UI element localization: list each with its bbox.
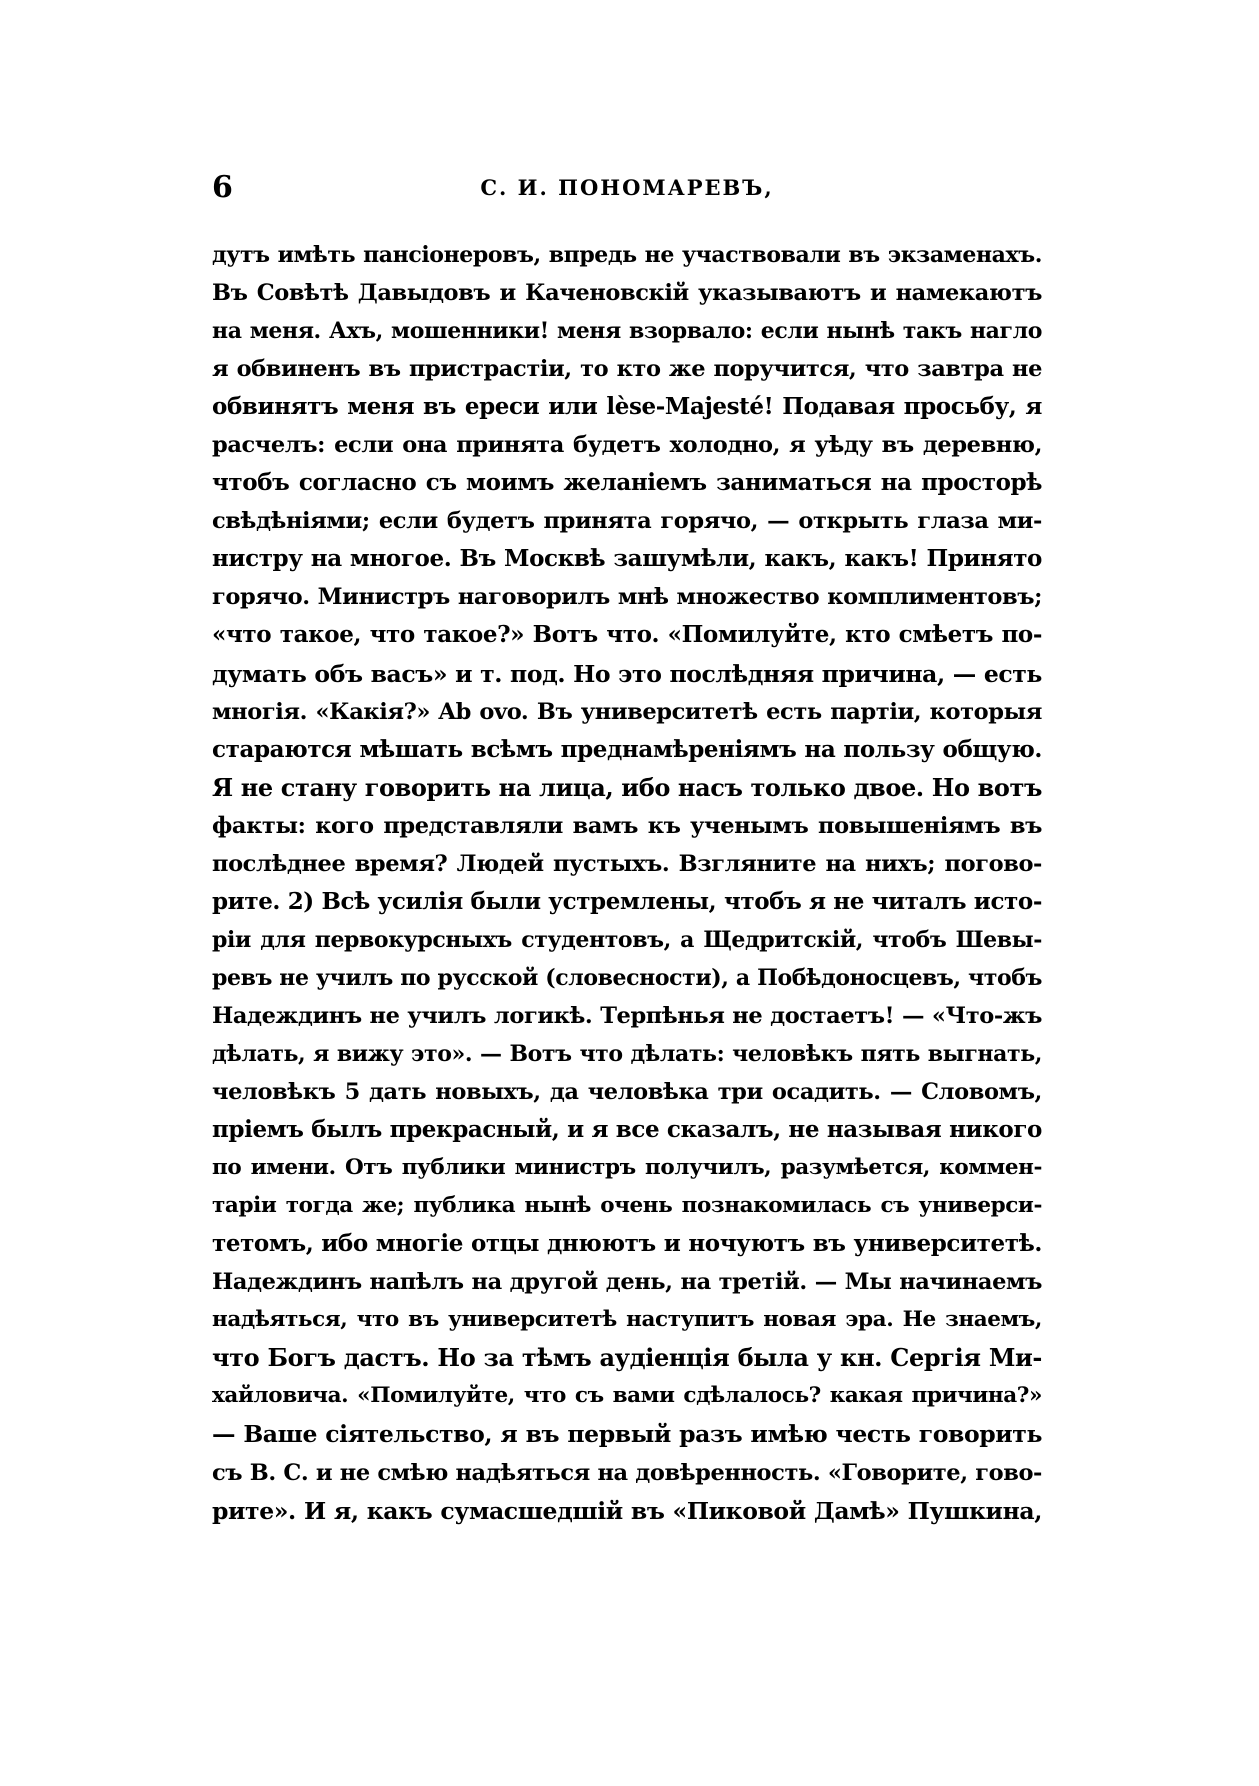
running-head: С. И. ПОНОМАРЕВЪ,	[480, 175, 774, 200]
text-line: многія. «Какія?» Ab ovo. Въ университетѣ есть партіи, которыя	[212, 698, 1042, 725]
text-line: чтобъ согласно съ моимъ желаніемъ заниматься на просторѣ	[212, 469, 1042, 497]
text-line: свѣдѣніями; если будетъ принята горячо, — открыть глаза ми-	[212, 508, 1042, 535]
text-line: «что такое, что такое?» Вотъ что. «Помилуйте, кто смѣетъ по-	[212, 621, 1042, 649]
body-text	[212, 236, 1042, 1530]
text-line: ріи для первокурсныхъ студентовъ, а Щедритскій, чтобъ Шевы-	[212, 926, 1042, 953]
text-line: на меня. Ахъ, мошенники! меня взорвало: если нынѣ такъ нагло	[212, 318, 1042, 345]
text-line: обвинятъ меня въ ереси или lèse-Majesté! Подавая просьбу, я	[212, 393, 1042, 421]
text-line: по имени. Отъ публики министръ получилъ, разумѣется, коммен-	[212, 1155, 1042, 1181]
text-line: послѣднее время? Людей пустыхъ. Взгляните на нихъ; погово-	[212, 850, 1042, 877]
text-line: думать объ васъ» и т. под. Но это послѣдняя причина, — есть	[212, 659, 1042, 688]
text-line: я обвиненъ въ пристрастіи, то кто же поручится, что завтра не	[212, 356, 1042, 383]
text-line: рите. 2) Всѣ усилія были устремлены, чтобъ я не читалъ исто-	[212, 887, 1042, 915]
text-line: — Ваше сіятельство, я въ первый разъ имѣю честь говорить	[212, 1420, 1042, 1449]
page-header	[212, 168, 1042, 208]
text-line: Въ Совѣтѣ Давыдовъ и Каченовскій указываютъ и намекаютъ	[212, 280, 1042, 307]
page-number: 6	[212, 170, 233, 205]
text-line: таріи тогда же; публика нынѣ очень познакомилась съ универси-	[212, 1193, 1042, 1219]
text-line: хайловича. «Помилуйте, что съ вами сдѣлалось? какая причина?»	[212, 1383, 1042, 1409]
text-line: человѣкъ 5 дать новыхъ, да человѣка три осадить. — Словомъ,	[212, 1079, 1042, 1106]
text-line: нистру на многое. Въ Москвѣ зашумѣли, какъ, какъ! Принято	[212, 545, 1042, 573]
text-line: пріемъ былъ прекрасный, и я все сказалъ, не называя никого	[212, 1116, 1042, 1144]
text-line: дутъ имѣть пансіонеровъ, впредь не участвовали въ экзаменахъ.	[212, 242, 1042, 268]
text-line: съ В. С. и не смѣю надѣяться на довѣренность. «Говорите, гово-	[212, 1459, 1042, 1486]
text-line: рите». И я, какъ сумасшедшій въ «Пиковой Дамѣ» Пушкина,	[212, 1496, 1042, 1525]
text-line: дѣлать, я вижу это». — Вотъ что дѣлать: человѣкъ пять выгнать,	[212, 1040, 1042, 1067]
text-line: факты: кого представляли вамъ къ ученымъ повышеніямъ въ	[212, 812, 1042, 839]
text-line: ревъ не училъ по русской (словесности), а Побѣдоносцевъ, чтобъ	[212, 964, 1042, 991]
text-line: Надеждинъ не училъ логикѣ. Терпѣнья не достаетъ! — «Что-жъ	[212, 1002, 1042, 1029]
text-line: расчелъ: если она принята будетъ холодно, я уѣду въ деревню,	[212, 432, 1042, 459]
text-line: горячо. Министръ наговорилъ мнѣ множество комплиментовъ;	[212, 584, 1042, 611]
text-line: что Богъ дастъ. Но за тѣмъ аудіенція была у кн. Сергія Ми-	[212, 1343, 1042, 1373]
text-line: Надеждинъ напѣлъ на другой день, на третій. — Мы начинаемъ	[212, 1269, 1042, 1296]
text-line: тетомъ, ибо многіе отцы днюютъ и ночуютъ въ университетѣ.	[212, 1230, 1042, 1258]
text-line: надѣяться, что въ университетѣ наступитъ новая эра. Не знаемъ,	[212, 1307, 1042, 1333]
text-line: Я не стану говорить на лица, ибо насъ только двое. Но вотъ	[212, 772, 1042, 802]
text-line: стараются мѣшать всѣмъ преднамѣреніямъ на пользу общую.	[212, 735, 1042, 763]
